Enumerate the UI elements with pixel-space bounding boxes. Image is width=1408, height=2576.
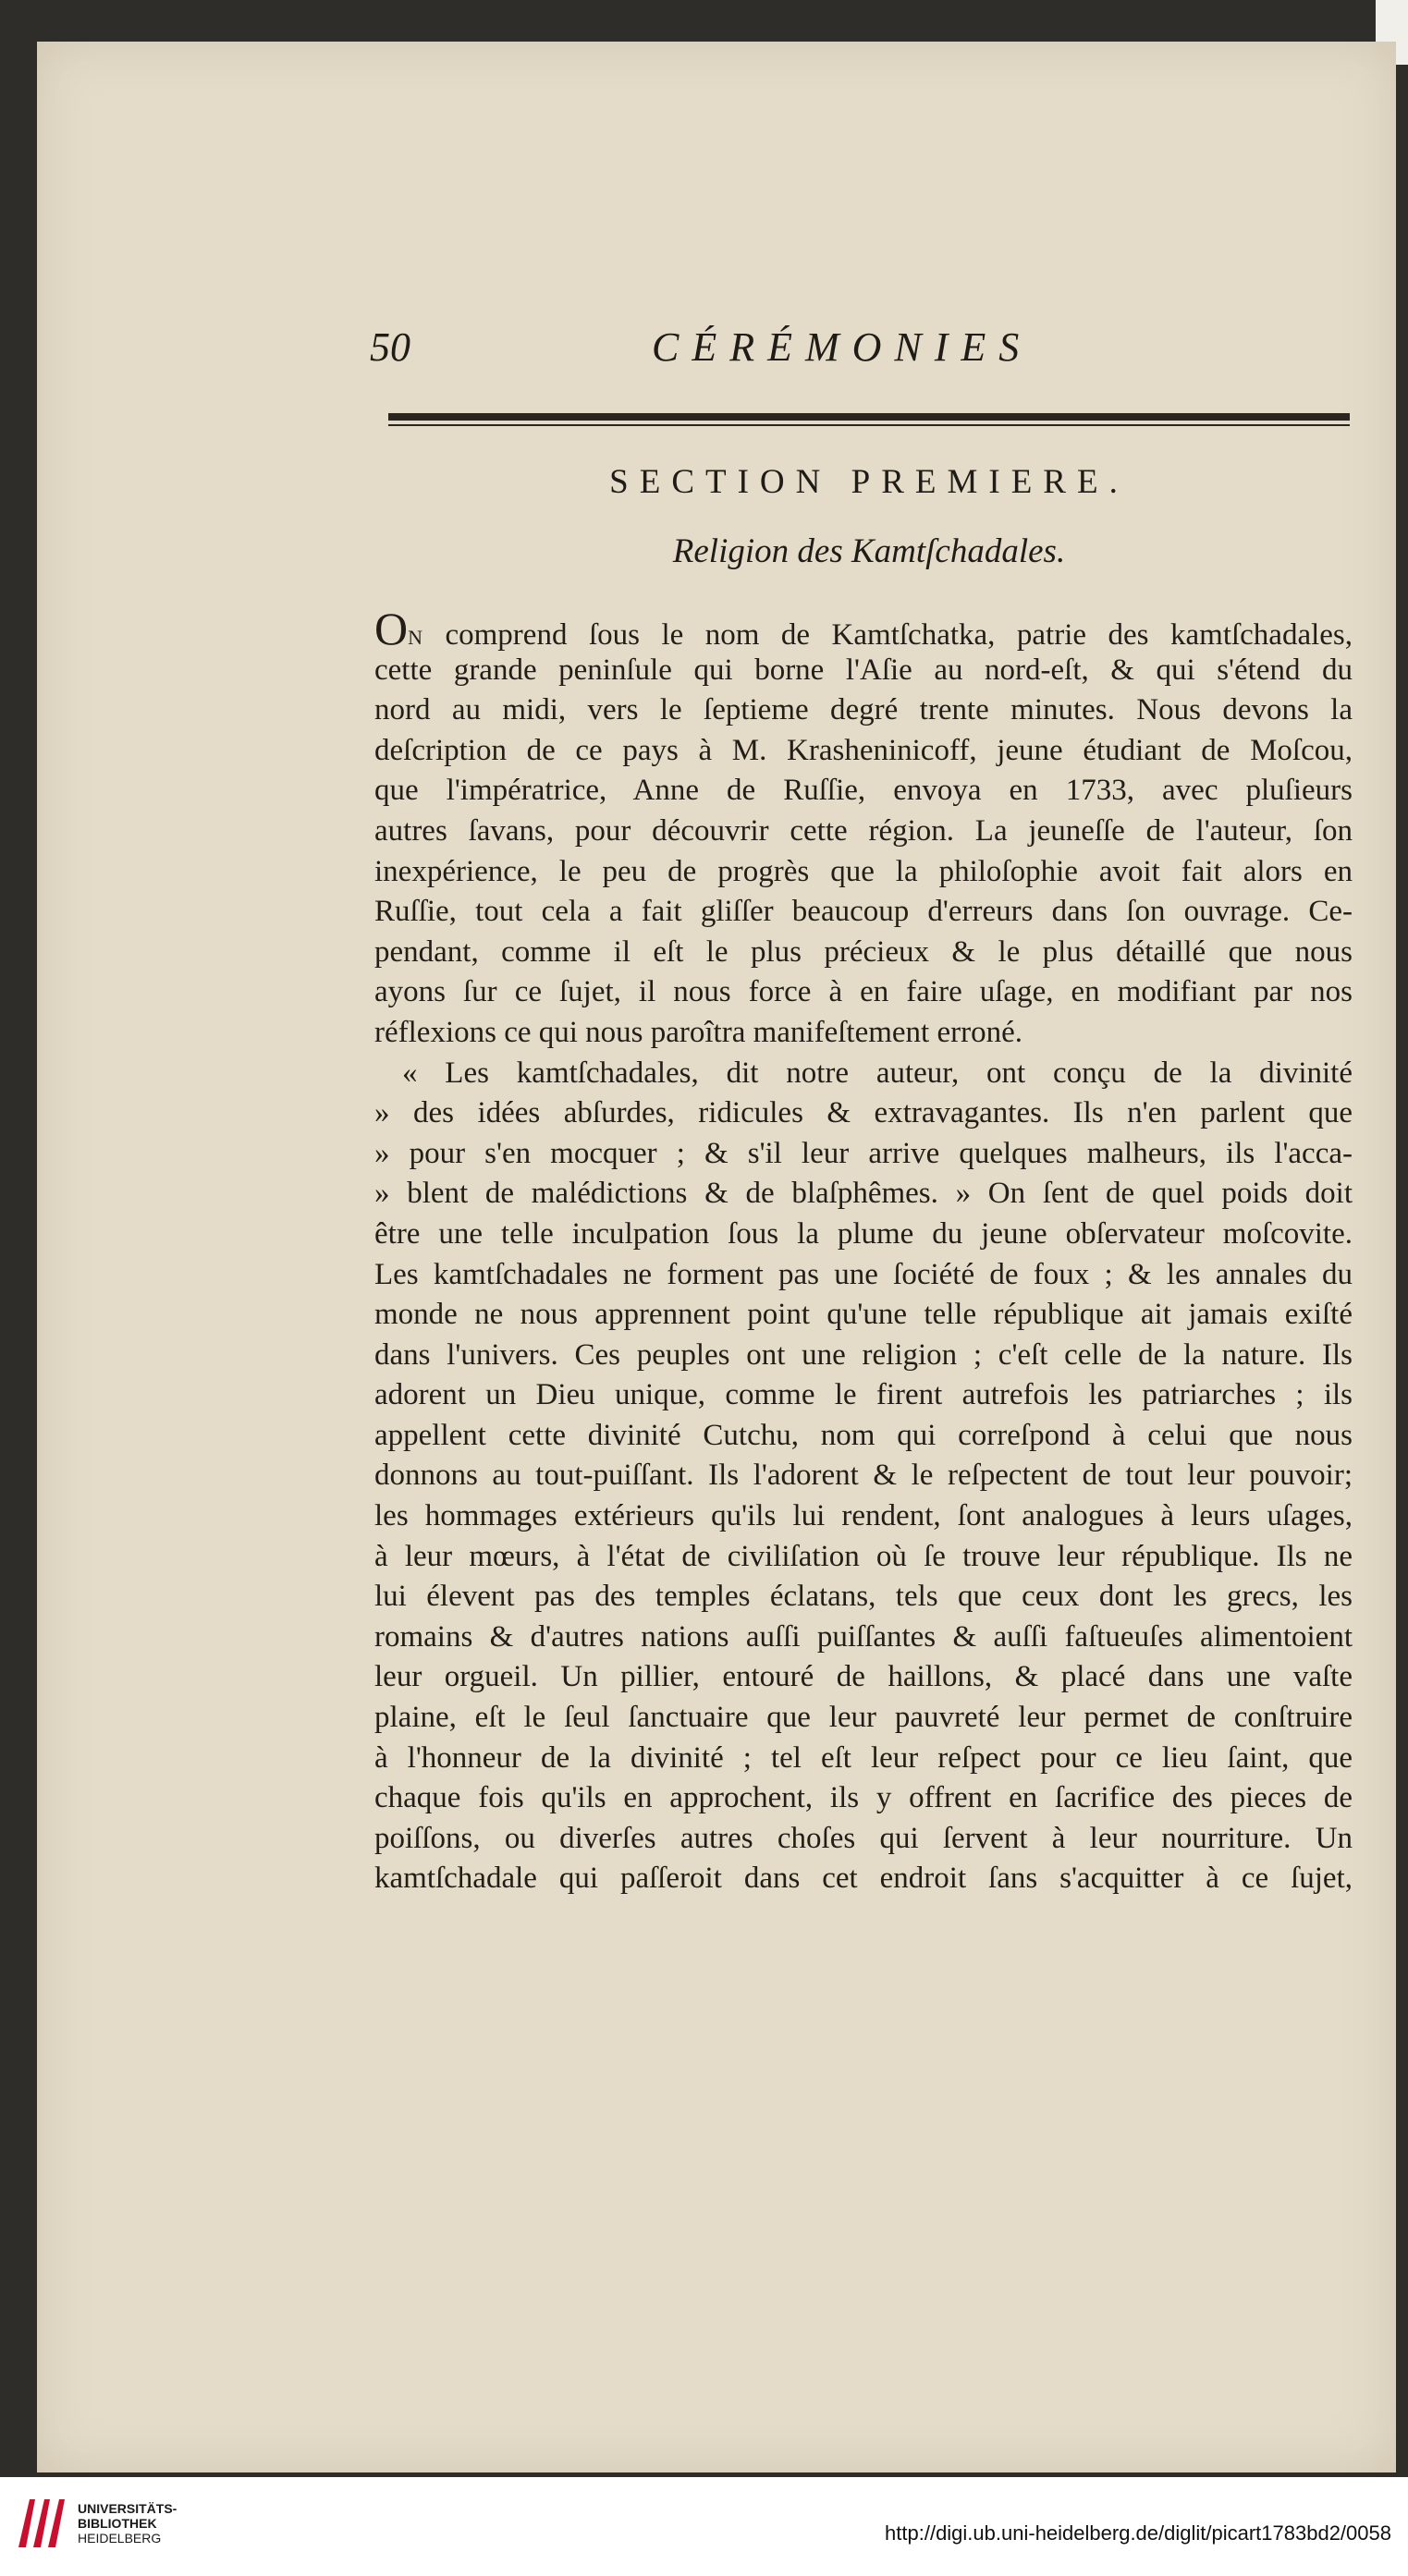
text-line: les hommages extérieurs qu'ils lui rendent, ſont analogues à leurs uſages, [374,1499,1353,1533]
text-line: deſcription de ce pays à M. Krasheninicoff, jeune étudiant de Moſcou, [374,733,1353,767]
text-line: adorent un Dieu unique, comme le firent autrefois les patriarches ; ils [374,1378,1353,1412]
dropcap-smallcaps: N [408,626,423,649]
text-line: chaque fois qu'ils en approchent, ils y offrent en ſacrifice des pieces de [374,1781,1353,1815]
library-name-line: UNIVERSITÄTS- [78,2501,178,2516]
text-line-rest: comprend ſous le nom de Kamtſchatka, patrie des kamtſchadales, [423,618,1353,651]
text-line: ayons ſur ce ſujet, il nous force à en faire uſage, en modifiant par nos [374,975,1353,1009]
text-line: dans l'univers. Ces peuples ont une religion ; c'eſt celle de la nature. Ils [374,1337,1353,1372]
text-line: poiſſons, ou diverſes autres choſes qui ſervent à leur nourriture. Un [374,1821,1353,1855]
text-line: plaine, eſt le ſeul ſanctuaire que leur pauvreté leur permet de conſtruire [374,1701,1353,1735]
text-line: à l'honneur de la divinité ; tel eſt leur reſpect pour ce lieu ſaint, que [374,1740,1353,1775]
text-line: autres ſavans, pour découvrir cette région. La jeuneſſe de l'auteur, ſon [374,813,1353,848]
text-line: lui élevent pas des temples éclatans, tels que ceux dont les grecs, les [374,1580,1353,1614]
text-line: appellent cette divinité Cutchu, nom qui correſpond à celui que nous [374,1418,1353,1452]
library-name-line: BIBLIOTHEK [78,2516,157,2531]
header-rule-thin [388,424,1350,426]
text-line: nord au midi, vers le ſeptieme degré trente minutes. Nous devons la [374,693,1353,727]
text-line: » pour s'en mocquer ; & s'il leur arrive quelques malheurs, ils l'acca- [374,1136,1353,1170]
text-line: pendant, comme il eſt le plus précieux & le plus détaillé que nous [374,934,1353,969]
text-line: inexpérience, le peu de progrès que la philoſophie avoit fait alors en [374,854,1353,888]
text-line: » des idées abſurdes, ridicules & extravagantes. Ils n'en parlent que [374,1096,1353,1130]
text-line: monde ne nous apprennent point qu'une telle république ait jamais exiſté [374,1298,1353,1332]
text-line: » blent de malédictions & de blaſphêmes. » On ſent de quel poids doit [374,1177,1353,1211]
text-line: romains & d'autres nations auſſi puiſſantes & auſſi faſtueuſes alimentoient [374,1619,1353,1654]
text-line: donnons au tout-puiſſant. Ils l'adorent & le reſpectent de tout leur pouvoir; [374,1459,1353,1493]
library-name-line: HEIDELBERG [78,2531,162,2545]
page-number: 50 [370,324,410,370]
source-url-link[interactable]: http://digi.ub.uni-heidelberg.de/diglit/picart1783bd2/0058 [885,2521,1391,2545]
text-line [374,610,1353,651]
section-subtitle: Religion des Kamtſchadales. [672,532,1066,570]
text-line: Ruſſie, tout cela a fait gliſſer beaucoup d'erreurs dans ſon ouvrage. Ce- [374,895,1353,929]
library-name [78,2501,177,2545]
text-line: cette grande peninſule qui borne l'Aſie au nord-eſt, & qui s'étend du [374,653,1353,687]
text-line: à leur mœurs, à l'état de civiliſation où ſe trouve leur république. Ils ne [374,1539,1353,1573]
text-line: « Les kamtſchadales, dit notre auteur, ont conçu de la divinité [402,1056,1353,1090]
text-line: réflexions ce qui nous paroîtra manifeſtement erroné. [374,1015,1022,1049]
text-line: Les kamtſchadales ne forment pas une ſociété de foux ; & les annales du [374,1257,1353,1291]
text-line: que l'impératrice, Anne de Ruſſie, envoya en 1733, avec pluſieurs [374,774,1353,808]
header-rule-thick [388,413,1350,421]
section-heading: SECTION PREMIERE. [609,463,1129,501]
running-title: CÉRÉMONIES [652,324,1033,370]
library-logo-icon [15,2496,67,2551]
text-line: être une telle inculpation ſous la plume du jeune obſervateur moſcovite. [374,1216,1353,1251]
body-text [374,610,1353,1899]
running-head [370,324,1350,379]
dropcap: O [374,610,409,651]
text-line: kamtſchadale qui paſſeroit dans cet endroit ſans s'acquitter à ce ſujet, [374,1862,1353,1896]
text-line: leur orgueil. Un pillier, entouré de haillons, & placé dans une vaſte [374,1660,1353,1694]
